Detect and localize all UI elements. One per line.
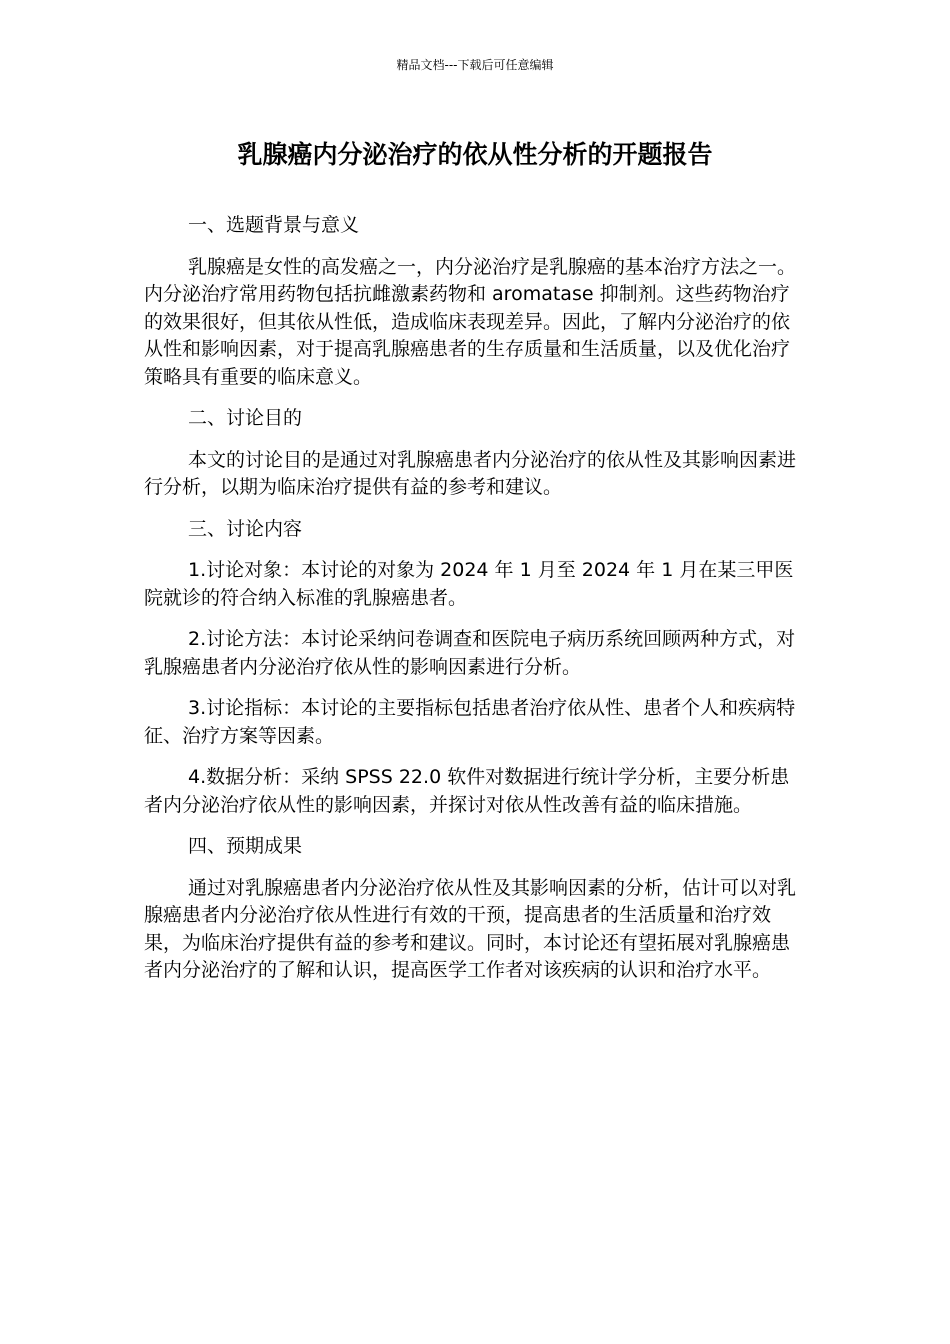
document-title: 乳腺癌内分泌治疗的依从性分析的开题报告 [237, 140, 713, 169]
section-heading-content: 三、讨论内容 [188, 517, 303, 540]
paragraph-purpose: 本文的讨论目的是通过对乳腺癌患者内分泌治疗的依从性及其影响因素进行分析，以期为临床治疗提供有益的参考和建议。 [144, 448, 797, 498]
paragraph-subjects: 1.讨论对象：本讨论的对象为 2024 年 1 月至 2024 年 1 月在某三甲医院就诊的符合纳入标准的乳腺癌患者。 [144, 559, 794, 609]
document-body [144, 212, 808, 999]
paragraph-indicators: 3.讨论指标：本讨论的主要指标包括患者治疗依从性、患者个人和疾病特征、治疗方案等因素。 [144, 697, 796, 747]
header-note: 精品文档---下载后可任意编辑 [396, 58, 554, 72]
paragraph-expected-results: 通过对乳腺癌患者内分泌治疗依从性及其影响因素的分析，估计可以对乳腺癌患者内分泌治疗依从性进行有效的干预，提高患者的生活质量和治疗效果，为临床治疗提供有益的参考和建议。同时，本讨论还有望拓展对乳腺癌患者内分泌治疗的了解和认识，提高医学工作者对该疾病的认识和治疗水平。 [144, 876, 797, 981]
paragraph-data-analysis: 4.数据分析：采纳 SPSS 22.0 软件对数据进行统计学分析，主要分析患者内分泌治疗依从性的影响因素，并探讨对依从性改善有益的临床措施。 [144, 766, 790, 816]
paragraph-background: 乳腺癌是女性的高发癌之一，内分泌治疗是乳腺癌的基本治疗方法之一。内分泌治疗常用药物包括抗雌激素药物和 aromatase 抑制剂。这些药物治疗的效果很好，但其依从性低，造成临床表现差异。因此，了解内分泌治疗的依从性和影响因素，对于提高乳腺癌患者的生存质量和生活质量，以及优化治疗策略具有重要的临床意义。 [144, 255, 797, 388]
section-heading-background: 一、选题背景与意义 [188, 214, 360, 236]
section-heading-purpose: 二、讨论目的 [188, 407, 303, 429]
section-heading-expected-results: 四、预期成果 [188, 835, 303, 857]
paragraph-methods: 2.讨论方法：本讨论采纳问卷调查和医院电子病历系统回顾两种方式，对乳腺癌患者内分泌治疗依从性的影响因素进行分析。 [144, 628, 796, 678]
